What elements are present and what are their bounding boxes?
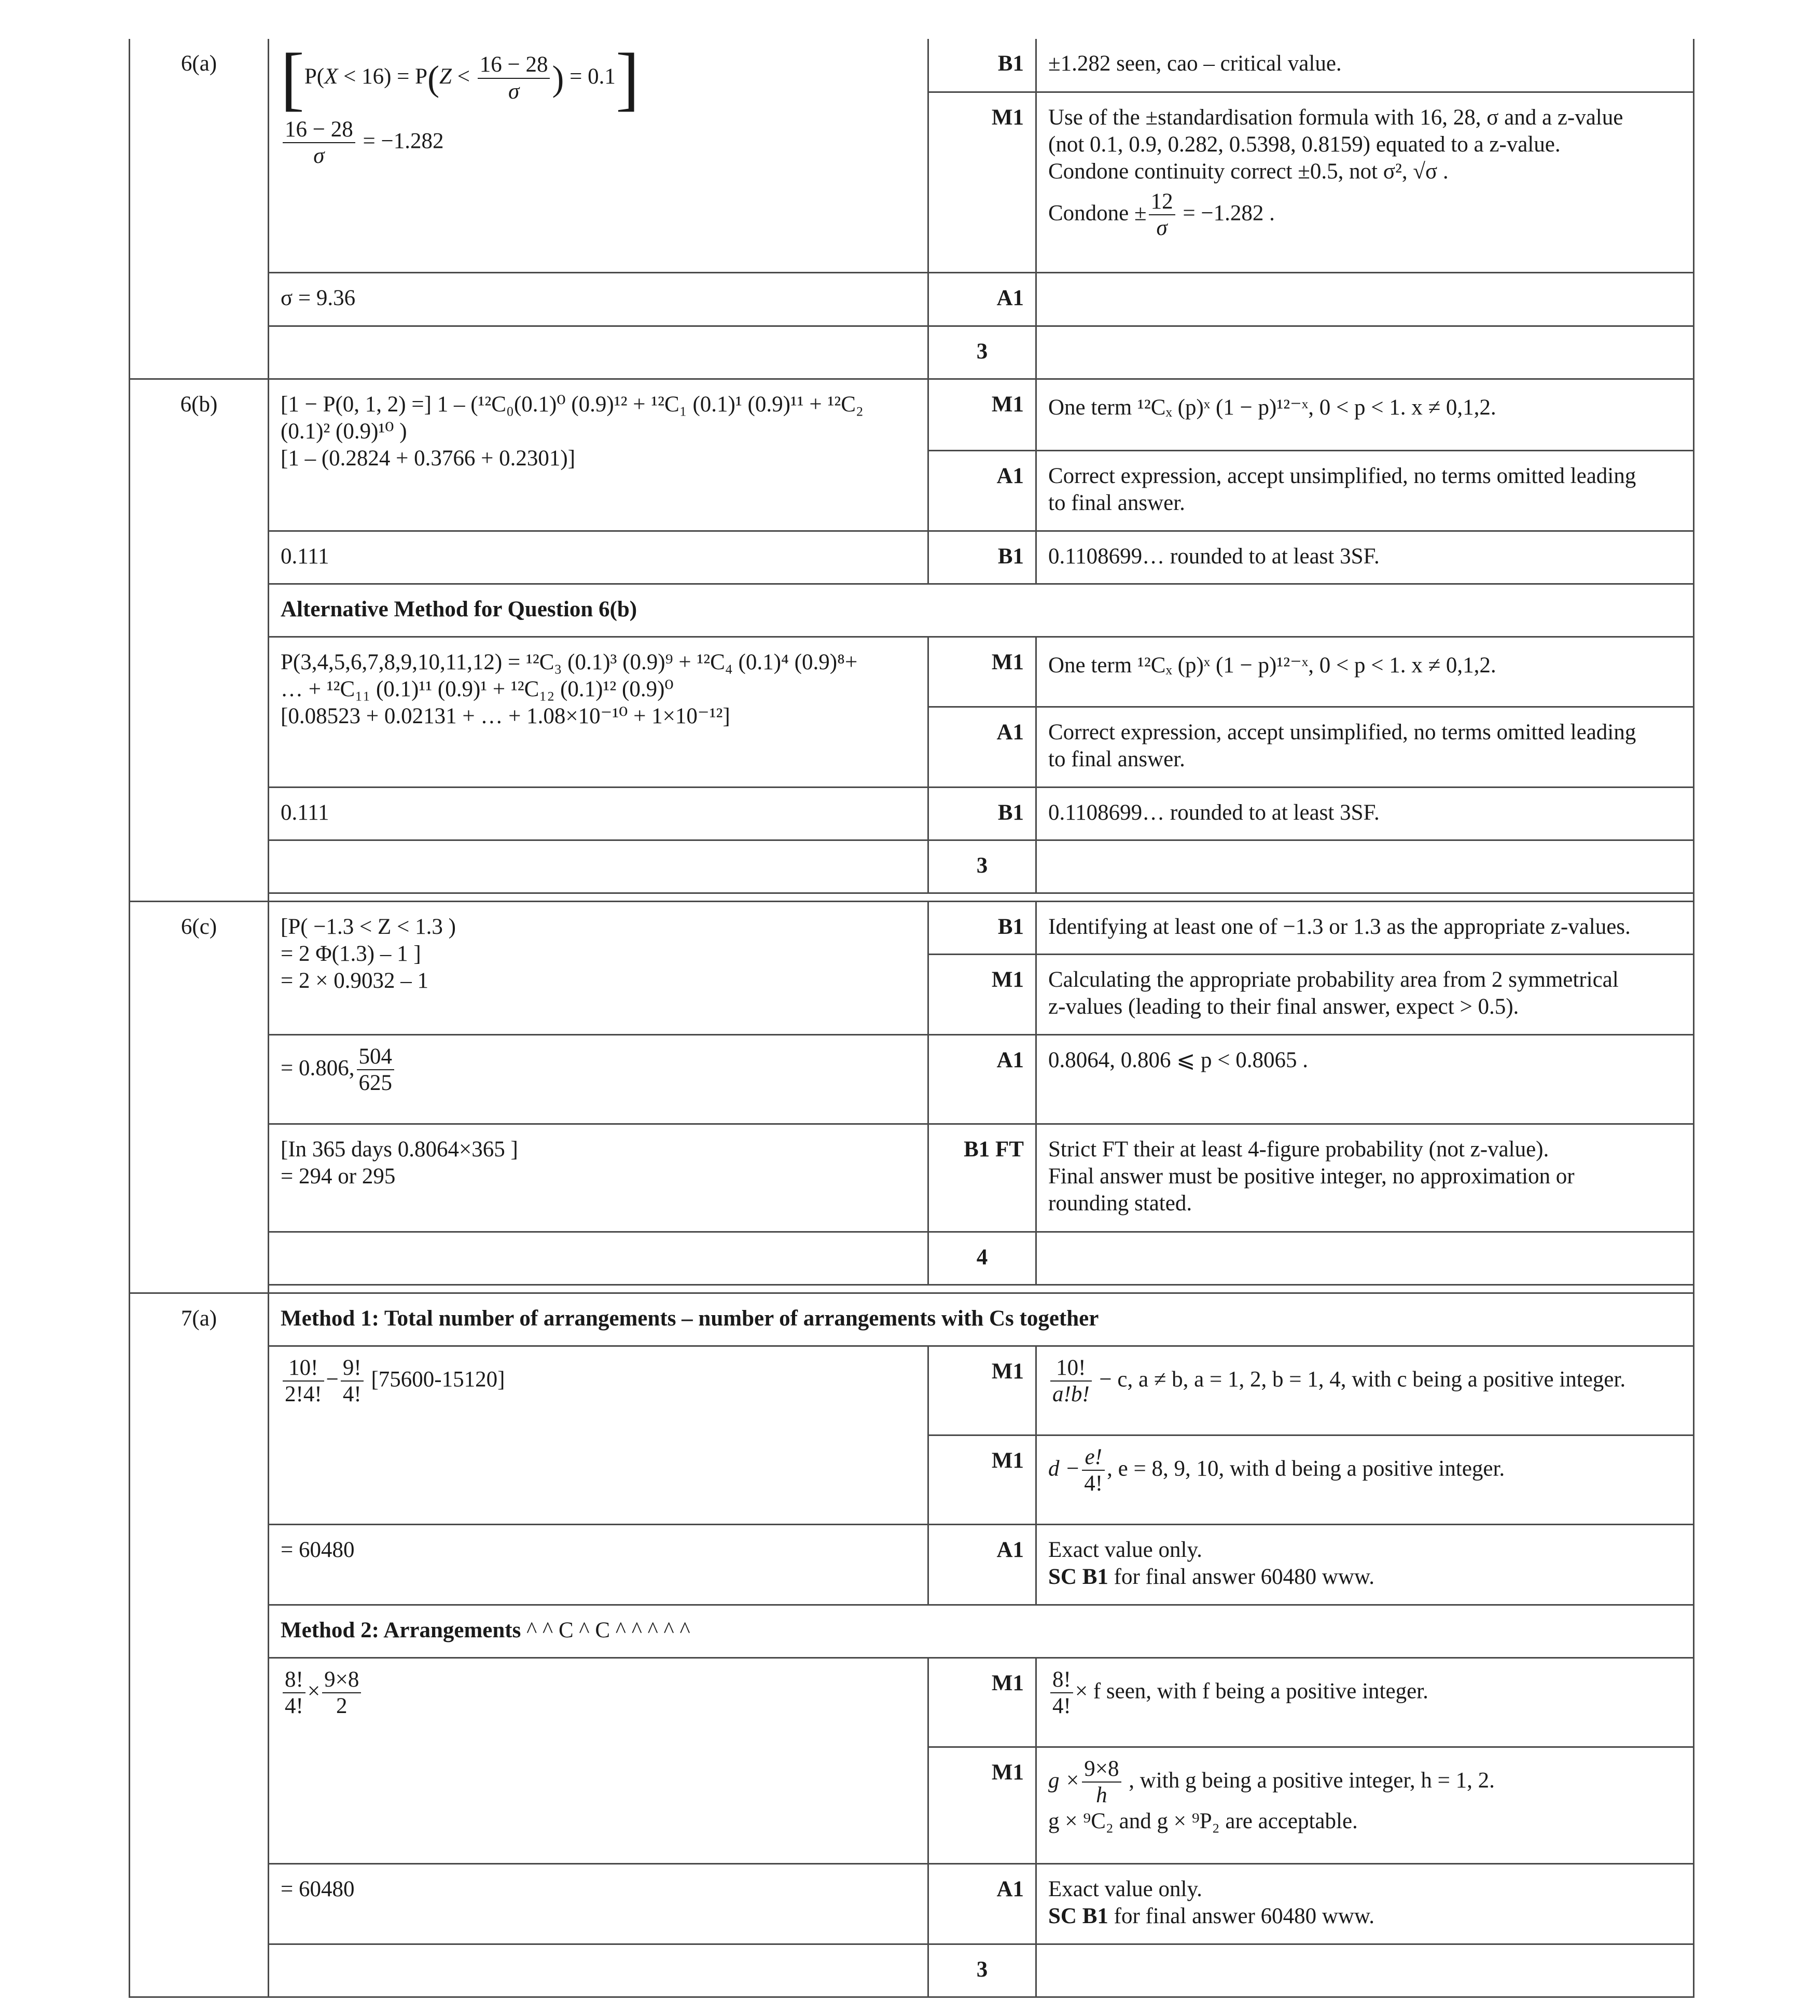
table-row xyxy=(130,1346,1694,1435)
mark-code: A1 xyxy=(928,450,1036,531)
guidance-cell: 0.8064, 0.806 ⩽ p < 0.8065 . xyxy=(1036,1034,1694,1124)
answer-cell: 0.111 xyxy=(269,787,928,840)
answer-cell: = 0.806, $\frac{504}{625}$ xyxy=(269,1034,928,1124)
guidance-cell: Use of the ±standardisation formula with 16, 28, σ and a z-value (not 0.1, 0.9, 0.282, 0.5398, 0.8159) equated to a z-value. Condone continuity correct ±0.5, not σ², √σ . Condone ± $\frac{12}{\sigma}$ = −1.282 . xyxy=(1036,92,1694,272)
mark-code: A1 xyxy=(928,1034,1036,1124)
guidance-cell: ±1.282 seen, cao – critical value. xyxy=(1036,39,1694,92)
guidance-cell: $\frac{10!}{a!b!}$ − c, a ≠ b, a = 1, 2, b = 1, 4, with c being a positive integer. xyxy=(1036,1346,1694,1435)
question-label-6c: 6(c) xyxy=(130,901,269,1293)
guidance-cell: Identifying at least one of −1.3 or 1.3 as the appropriate z-values. xyxy=(1036,901,1694,954)
mark-code: B1 xyxy=(928,39,1036,92)
guidance-cell: Exact value only. SC B1 for final answer 60480 www. xyxy=(1036,1524,1694,1605)
section-gap xyxy=(130,893,1694,901)
answer-cell: 0.111 xyxy=(269,531,928,584)
guidance-cell: d − $\frac{e!}{4!}$ , e = 8, 9, 10, with d being a positive integer. xyxy=(1036,1435,1694,1524)
table-row xyxy=(130,379,1694,450)
table-row xyxy=(130,1605,1694,1658)
method-header: Method 1: Total number of arrangements – number of arrangements with Cs together xyxy=(269,1293,1694,1346)
question-label-7a: 7(a) xyxy=(130,1293,269,1997)
working-cell: [In 365 days 0.8064×365 ] = 294 or 295 xyxy=(269,1124,928,1232)
working-cell xyxy=(269,39,928,272)
working-cell: $\frac{8!}{4!}$ × $\frac{9\times 8}{2}$ xyxy=(269,1658,928,1863)
alternative-method-header: Alternative Method for Question 6(b) xyxy=(269,584,1694,637)
mark-code: M1 xyxy=(928,1435,1036,1524)
table-row xyxy=(130,1863,1694,1944)
fraction: $\frac{10!}{a!b!}$ xyxy=(1050,1355,1092,1407)
total-marks: 4 xyxy=(928,1232,1036,1285)
answer-cell: = 60480 xyxy=(269,1863,928,1944)
mark-code: B1 xyxy=(928,901,1036,954)
total-marks: 3 xyxy=(928,840,1036,893)
table-row xyxy=(130,1124,1694,1232)
table-row xyxy=(130,637,1694,707)
guidance-cell: One term ¹²Cₓ (p)ˣ (1 − p)¹²⁻ˣ, 0 < p < 1. x ≠ 0,1,2. xyxy=(1036,637,1694,707)
guidance-cell: g × $\frac{9\times 8}{h}$ , with g being a positive integer, h = 1, 2. g × ⁹C₂ and g × ⁹P₂ are acceptable. xyxy=(1036,1747,1694,1863)
working-cell: [P( −1.3 < Z < 1.3 ) = 2 Φ(1.3) – 1 ] = 2 × 0.9032 – 1 xyxy=(269,901,928,1034)
mark-code: M1 xyxy=(928,1346,1036,1435)
section-gap xyxy=(130,1285,1694,1293)
table-row xyxy=(130,1944,1694,1997)
fraction: $\frac{10!}{2!4!}$ xyxy=(283,1355,324,1407)
total-marks: 3 xyxy=(928,326,1036,379)
question-label-6b: 6(b) xyxy=(130,379,269,901)
method-header: Method 2: Arrangements ^ ^ C ^ C ^ ^ ^ ^ ^ xyxy=(269,1605,1694,1658)
table-row xyxy=(130,584,1694,637)
fraction: $\frac{16 - 28}{\sigma}$ xyxy=(478,52,550,104)
guidance-cell: 0.1108699… rounded to at least 3SF. xyxy=(1036,531,1694,584)
guidance-cell: 0.1108699… rounded to at least 3SF. xyxy=(1036,787,1694,840)
guidance-cell xyxy=(1036,272,1694,326)
guidance-cell: $\frac{8!}{4!}$ × f seen, with f being a positive integer. xyxy=(1036,1658,1694,1747)
fraction: $\frac{504}{625}$ xyxy=(357,1044,395,1096)
mark-code: B1 FT xyxy=(928,1124,1036,1232)
working-cell: [1 − P(0, 1, 2) =] 1 – (¹²C₀(0.1)⁰ (0.9)¹² + ¹²C₁ (0.1)¹ (0.9)¹¹ + ¹²C₂ (0.1)² (0.9)¹⁰ ) [1 – (0.2824 + 0.3766 + 0.2301)] xyxy=(269,379,928,531)
mark-code: M1 xyxy=(928,379,1036,450)
total-marks: 3 xyxy=(928,1944,1036,1997)
table-row xyxy=(130,1293,1694,1346)
table-row xyxy=(130,39,1694,92)
mark-code: A1 xyxy=(928,1524,1036,1605)
mark-code: A1 xyxy=(928,272,1036,326)
guidance-cell: Calculating the appropriate probability area from 2 symmetrical z-values (leading to their final answer, expect > 0.5). xyxy=(1036,954,1694,1034)
table-row xyxy=(130,901,1694,954)
guidance-cell: Strict FT their at least 4-figure probability (not z-value). Final answer must be positive integer, no approximation or rounding stated. xyxy=(1036,1124,1694,1232)
fraction: $\frac{e!}{4!}$ xyxy=(1082,1444,1105,1497)
table-row xyxy=(130,787,1694,840)
table-row xyxy=(130,840,1694,893)
answer-cell: = 60480 xyxy=(269,1524,928,1605)
table-row xyxy=(130,1524,1694,1605)
fraction: $\frac{12}{\sigma}$ xyxy=(1149,189,1175,241)
working-line: $\frac{16 - 28}{\sigma}$ = −1.282 xyxy=(281,117,916,169)
working-cell: $\frac{10!}{2!4!}$ − $\frac{9!}{4!}$ [75600-15120] xyxy=(269,1346,928,1524)
table-row xyxy=(130,272,1694,326)
mark-code: M1 xyxy=(928,1658,1036,1747)
answer-cell: σ = 9.36 xyxy=(269,272,928,326)
fraction: $\frac{9\times 8}{2}$ xyxy=(322,1667,361,1719)
table-row xyxy=(130,1658,1694,1747)
mark-code: M1 xyxy=(928,954,1036,1034)
guidance-cell: Correct expression, accept unsimplified, no terms omitted leading to final answer. xyxy=(1036,450,1694,531)
mark-code: M1 xyxy=(928,92,1036,272)
working-line: [P(X < 16) = P(Z < $\frac{16 - 28}{\sigma}$ ) = 0.1] xyxy=(281,38,640,118)
mark-code: A1 xyxy=(928,707,1036,787)
table-row xyxy=(130,1034,1694,1124)
fraction: $\frac{9\times 8}{h}$ xyxy=(1082,1756,1121,1808)
table-row xyxy=(130,1232,1694,1285)
mark-code: M1 xyxy=(928,1747,1036,1863)
fraction: $\frac{9!}{4!}$ xyxy=(341,1355,364,1407)
guidance-cell: Correct expression, accept unsimplified, no terms omitted leading to final answer. xyxy=(1036,707,1694,787)
mark-code: A1 xyxy=(928,1863,1036,1944)
fraction: $\frac{8!}{4!}$ xyxy=(1050,1667,1073,1719)
guidance-cell: Exact value only. SC B1 for final answer 60480 www. xyxy=(1036,1863,1694,1944)
question-label-6a: 6(a) xyxy=(130,39,269,379)
guidance-cell: One term ¹²Cₓ (p)ˣ (1 − p)¹²⁻ˣ, 0 < p < 1. x ≠ 0,1,2. xyxy=(1036,379,1694,450)
table-row xyxy=(130,531,1694,584)
table-row xyxy=(130,326,1694,379)
mark-code: B1 xyxy=(928,787,1036,840)
working-cell: P(3,4,5,6,7,8,9,10,11,12) = ¹²C₃ (0.1)³ (0.9)⁹ + ¹²C₄ (0.1)⁴ (0.9)⁸+ … + ¹²C₁₁ (0.1)¹¹ (0.9)¹ + ¹²C₁₂ (0.1)¹² (0.9)⁰ [0.08523 + 0.02131 + … + 1.08×10⁻¹⁰ + 1×10⁻¹²] xyxy=(269,637,928,787)
mark-code: B1 xyxy=(928,531,1036,584)
mark-code: M1 xyxy=(928,637,1036,707)
mark-scheme-table xyxy=(129,39,1694,1998)
fraction: $\frac{8!}{4!}$ xyxy=(283,1667,305,1719)
fraction: $\frac{16 - 28}{\sigma}$ xyxy=(283,117,355,169)
